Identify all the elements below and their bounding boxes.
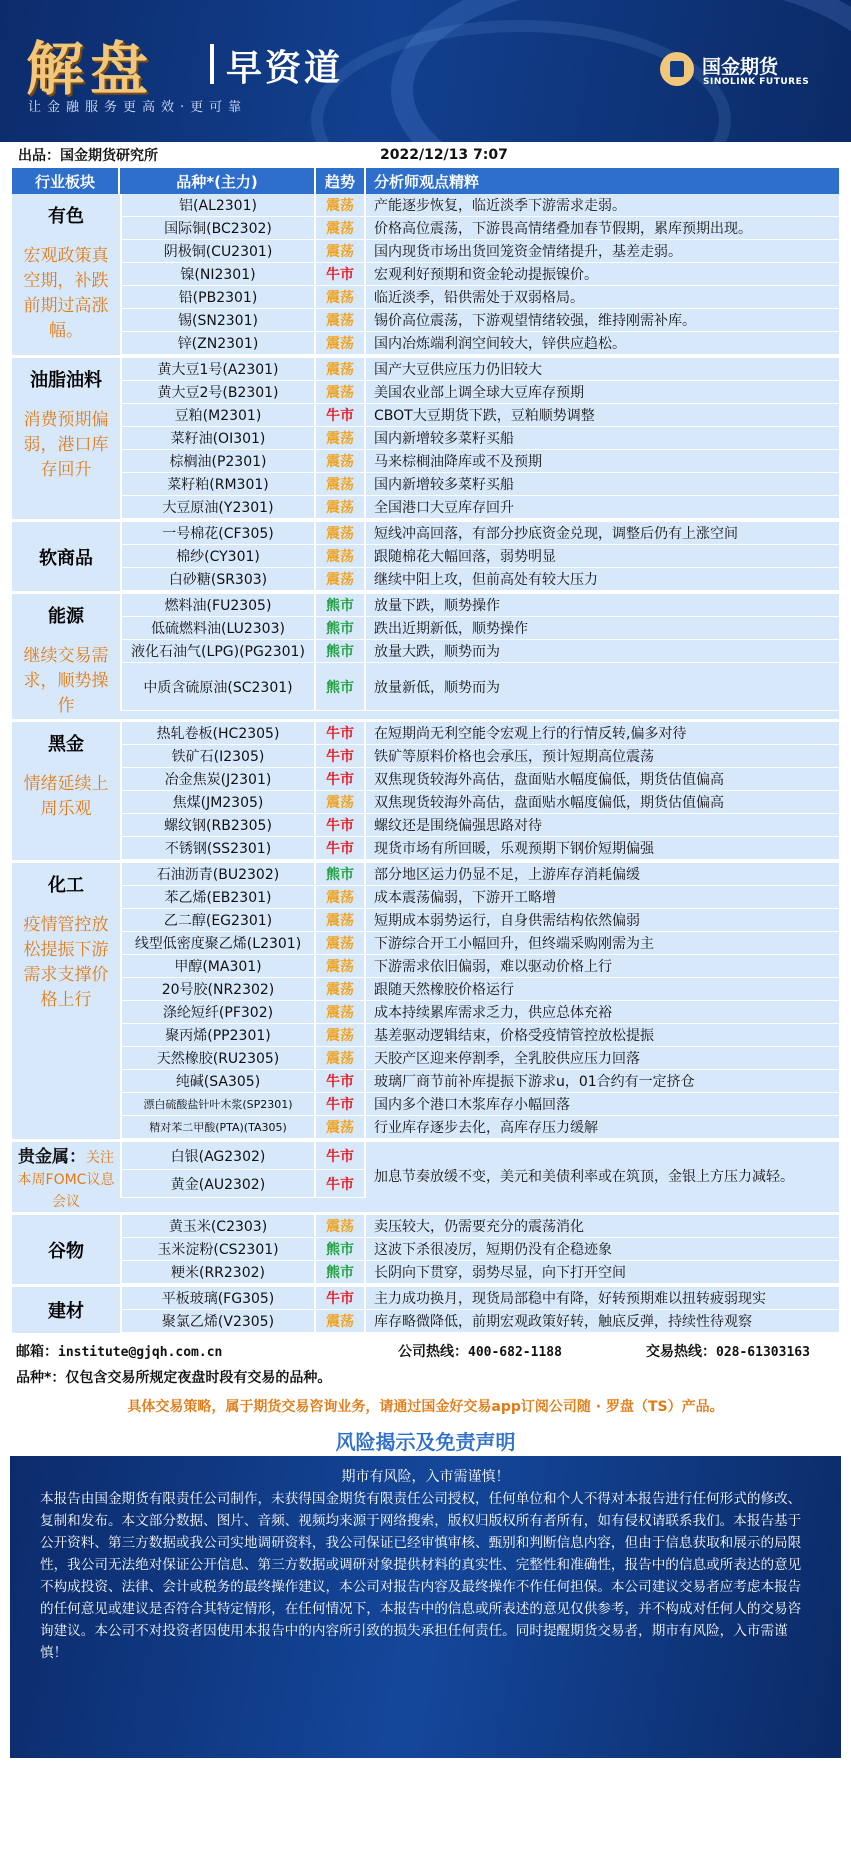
trend-badge: 牛市 — [316, 1170, 366, 1198]
sector-rows — [120, 1215, 839, 1284]
table-row — [120, 1093, 839, 1116]
trade-label: 交易热线： — [646, 1344, 716, 1360]
sector-rows — [120, 863, 839, 1139]
analyst-view: 长阴向下贯穿，弱势尽显，向下打开空间 — [374, 1265, 626, 1281]
analyst-view: 现货市场有所回暖，乐观预期下钢价短期偏强 — [374, 841, 654, 857]
product-name: 国际铜(BC2302) — [120, 217, 316, 239]
analyst-view: 基差驱动逻辑结束，价格受疫情管控放松提振 — [374, 1028, 654, 1044]
slogan: 让金融服务更高效·更可靠 — [28, 100, 248, 115]
product-name: 菜籽油(OI301) — [120, 427, 316, 449]
header-product: 品种*(主力) — [120, 168, 316, 194]
analyst-view: 双焦现货较海外高估，盘面贴水幅度偏低，期货估值偏高 — [374, 795, 724, 811]
product-name: 锡(SN2301) — [120, 309, 316, 331]
table-row — [120, 217, 839, 240]
header-view: 分析师观点精粹 — [374, 172, 480, 191]
trend-badge: 牛市 — [316, 1070, 366, 1092]
trend-badge: 震荡 — [316, 1001, 366, 1023]
product-name: 漂白硫酸盐针叶木浆(SP2301) — [120, 1093, 316, 1115]
trend-badge: 震荡 — [316, 496, 366, 518]
email-block — [16, 1341, 398, 1361]
report-datetime: 2022/12/13 7:07 — [380, 147, 508, 163]
product-name: 热轧卷板(HC2305) — [120, 722, 316, 744]
trend-badge: 震荡 — [316, 1116, 366, 1138]
sector-block — [12, 522, 839, 594]
table-row — [120, 286, 839, 309]
table-row — [120, 404, 839, 427]
report-title-small: 早资道 — [226, 48, 344, 89]
disclaimer-body: 本报告由国金期货有限责任公司制作，未获得国金期货有限责任公司授权，任何单位和个人不得对本报告进行任何形式的修改、复制和发布。本文部分数据、图片、音频、视频均来源于网络搜索，版权归版权所有者所有，如有侵权请联系我们。本报告基于公开资料、第三方数据或我公司实地调研资料，我公司保证已经审慎审核、甄别和判断信息内容，但由于信息获取和展示的局限性，我公司无法绝对保证公开信息、第三方数据或调研对象提供材料的真实性、完整性和准确性，报告中的信息或所表达的意见不构成投资、法律、会计或税务的最终操作建议，本公司对报告内容及最终操作不作任何担保。本公司建议交易者应考虑本报告的任何意见或建议是否符合其特定情形，在任何情况下，本报告中的信息或所表述的意见仅供参考，并不构成对任何人的交易咨询建议。本公司不对投资者因使用本报告中的内容所引致的损失承担任何责任。同时提醒期货交易者，期市有风险，入市需谨慎！ — [40, 1491, 802, 1661]
sector-cell — [12, 722, 120, 860]
trend-badge: 牛市 — [316, 263, 366, 285]
sector-name: 软商品 — [39, 547, 93, 569]
table-row — [120, 568, 839, 591]
trend-badge: 牛市 — [316, 768, 366, 790]
sector-name: 建材 — [48, 1301, 84, 1322]
analyst-view: 价格高位震荡，下游畏高情绪叠加春节假期，累库预期出现。 — [374, 221, 752, 237]
table-row — [120, 955, 839, 978]
company-logo-icon — [660, 52, 694, 86]
sector-block — [12, 1215, 839, 1287]
product-name: 螺纹钢(RB2305) — [120, 814, 316, 836]
table-row — [120, 358, 839, 381]
analyst-view: 跟随棉花大幅回落，弱势明显 — [374, 549, 556, 565]
trend-badge: 震荡 — [316, 309, 366, 331]
sector-note: 继续交易需求，顺势操作 — [23, 646, 109, 716]
table-row — [120, 617, 839, 640]
analyst-view: 继续中阳上攻，但前高处有较大压力 — [374, 572, 598, 588]
analyst-view: 成本震荡偏弱，下游开工略增 — [374, 890, 556, 906]
trend-badge: 震荡 — [316, 545, 366, 567]
table-row — [120, 1215, 839, 1238]
sector-note: 消费预期偏弱，港口库存回升 — [23, 410, 109, 480]
analyst-view: 在短期尚无利空能令宏观上行的行情反转,偏多对待 — [374, 726, 687, 742]
product-name: 聚丙烯(PP2301) — [120, 1024, 316, 1046]
table-row — [120, 1116, 839, 1139]
table-row — [120, 1287, 839, 1310]
table-row — [120, 594, 839, 617]
analyst-view: 卖压较大，仍需要充分的震荡消化 — [374, 1219, 584, 1235]
table-row — [120, 522, 839, 545]
report-info — [0, 142, 851, 168]
trend-badge: 震荡 — [316, 886, 366, 908]
table-row — [120, 309, 839, 332]
header-sector: 行业板块 — [12, 168, 120, 194]
analyst-view: 短期成本弱势运行，自身供需结构依然偏弱 — [374, 913, 640, 929]
analyst-view: 玻璃厂商节前补库提振下游求u，01合约有一定挤仓 — [374, 1074, 695, 1090]
commodity-table — [12, 168, 839, 1336]
product-name: 线型低密度聚乙烯(L2301) — [120, 932, 316, 954]
report-title-big: 解盘 — [26, 35, 155, 103]
product-name: 大豆原油(Y2301) — [120, 496, 316, 518]
trend-badge: 震荡 — [316, 1047, 366, 1069]
table-header — [12, 168, 839, 194]
product-name: 粳米(RR2302) — [120, 1261, 316, 1283]
table-row — [120, 978, 839, 1001]
analyst-view: 国内新增较多菜籽买船 — [374, 477, 514, 493]
email-address: institute@gjqh.com.cn — [58, 1345, 223, 1360]
sector-group — [12, 194, 839, 1142]
analyst-view: 国内新增较多菜籽买船 — [374, 431, 514, 447]
trend-badge: 牛市 — [316, 404, 366, 426]
product-name: 乙二醇(EG2301) — [120, 909, 316, 931]
trend-badge: 震荡 — [316, 909, 366, 931]
product-name: 黄大豆2号(B2301) — [120, 381, 316, 403]
analyst-view: 部分地区运力仍显不足，上游库存消耗偏缓 — [374, 867, 640, 883]
sector-note: 关注本周FOMC议息会议 — [17, 1150, 115, 1210]
sector-group — [12, 1215, 839, 1336]
trend-badge: 震荡 — [316, 1215, 366, 1237]
table-row — [120, 1310, 839, 1333]
analyst-view: 跌出近期新低，顺势操作 — [374, 621, 528, 637]
trend-badge: 熊市 — [316, 594, 366, 616]
product-name: 苯乙烯(EB2301) — [120, 886, 316, 908]
analyst-view: 国产大豆供应压力仍旧较大 — [374, 362, 542, 378]
product-name: 低硫燃料油(LU2303) — [120, 617, 316, 639]
product-name: 棉纱(CY301) — [120, 545, 316, 567]
product-name: 镍(NI2301) — [120, 263, 316, 285]
trend-badge: 熊市 — [316, 1238, 366, 1260]
trend-badge: 震荡 — [316, 473, 366, 495]
analyst-view: 国内多个港口木浆库存小幅回落 — [374, 1097, 570, 1113]
table-row — [120, 663, 839, 711]
sector-note: 情绪延续上周乐观 — [23, 774, 109, 819]
email-label: 邮箱： — [16, 1344, 58, 1360]
product-name: 甲醇(MA301) — [120, 955, 316, 977]
product-name: 玉米淀粉(CS2301) — [120, 1238, 316, 1260]
table-row — [120, 1261, 839, 1284]
trend-badge: 震荡 — [316, 381, 366, 403]
trend-badge: 震荡 — [316, 358, 366, 380]
analyst-view: 宏观利好预期和资金轮动提振镍价。 — [374, 267, 598, 283]
product-name: 阴极铜(CU2301) — [120, 240, 316, 262]
trend-badge: 震荡 — [316, 978, 366, 1000]
product-name: 黄金(AU2302) — [120, 1170, 316, 1198]
sector-note: 疫情管控放松提振下游需求支撑价格上行 — [23, 915, 109, 1010]
sector-block — [12, 722, 839, 863]
product-name: 黄玉米(C2303) — [120, 1215, 316, 1237]
table-row — [120, 1070, 839, 1093]
product-name: 20号胶(NR2302) — [120, 978, 316, 1000]
analyst-view: CBOT大豆期货下跌，豆粕顺势调整 — [374, 408, 595, 424]
table-row — [120, 909, 839, 932]
trend-badge: 震荡 — [316, 568, 366, 590]
analyst-view: 下游综合开工小幅回升，但终端采购刚需为主 — [374, 936, 654, 952]
table-row — [120, 932, 839, 955]
trend-badge: 震荡 — [316, 240, 366, 262]
company-name-cn: 国金期货 — [702, 56, 779, 78]
product-name: 铝(AL2301) — [120, 194, 316, 216]
trend-badge: 震荡 — [316, 522, 366, 544]
table-row — [120, 745, 839, 768]
trend-badge: 震荡 — [316, 332, 366, 354]
trend-badge: 震荡 — [316, 1310, 366, 1332]
disclaimer-heading: 期市有风险，入市需谨慎！ — [341, 1469, 510, 1485]
product-name: 白砂糖(SR303) — [120, 568, 316, 590]
sector-cell — [12, 1215, 120, 1284]
analyst-view: 放量新低，顺势而为 — [374, 679, 500, 696]
trend-badge: 牛市 — [316, 745, 366, 767]
analyst-view: 下游需求依旧偏弱，难以驱动价格上行 — [374, 959, 612, 975]
strategy-notice: 具体交易策略，属于期货交易咨询业务，请通过国金好交易app订阅公司随 · 罗盘（TS）产品。 — [127, 1399, 724, 1415]
table-row — [120, 332, 839, 355]
table-row — [120, 1024, 839, 1047]
analyst-view: 螺纹还是围绕偏强思路对待 — [374, 818, 542, 834]
sector-block — [12, 1287, 839, 1336]
sector-label — [16, 1142, 116, 1212]
trend-badge: 熊市 — [316, 640, 366, 662]
product-name: 天然橡胶(RU2305) — [120, 1047, 316, 1069]
sector-rows — [120, 1287, 839, 1333]
risk-title: 风险揭示及免责声明 — [335, 1430, 516, 1454]
sector-rows — [120, 594, 839, 719]
analyst-view: 行业库存逐步去化，高库存压力缓解 — [374, 1120, 598, 1136]
product-name: 涤纶短纤(PF302) — [120, 1001, 316, 1023]
product-name: 黄大豆1号(A2301) — [120, 358, 316, 380]
trend-badge: 牛市 — [316, 814, 366, 836]
trend-badge: 震荡 — [316, 194, 366, 216]
sector-name: 有色 — [48, 206, 84, 227]
table-row — [120, 240, 839, 263]
analyst-view: 锡价高位震荡，下游观望情绪较强，维持刚需补库。 — [374, 313, 696, 329]
product-name: 铁矿石(I2305) — [120, 745, 316, 767]
analyst-view: 天胶产区迎来停割季，全乳胶供应压力回落 — [374, 1051, 640, 1067]
table-row — [120, 640, 839, 663]
precious-rows — [120, 1142, 839, 1212]
product-name: 精对苯二甲酸(PTA)(TA305) — [120, 1116, 316, 1138]
precious-trends — [316, 1142, 366, 1212]
trend-badge: 震荡 — [316, 932, 366, 954]
analyst-view: 主力成功换月，现货局部稳中有降，好转预期难以扭转疲弱现实 — [374, 1291, 766, 1307]
trend-badge: 牛市 — [316, 1287, 366, 1309]
trade-number: 028-61303163 — [716, 1345, 810, 1360]
analyst-view: 短线冲高回落，有部分抄底资金兑现，调整后仍有上涨空间 — [374, 526, 738, 542]
sector-note: 宏观政策真空期，补跌前期过高涨幅。 — [23, 246, 109, 341]
product-name: 铅(PB2301) — [120, 286, 316, 308]
product-name: 一号棉花(CF305) — [120, 522, 316, 544]
product-name: 平板玻璃(FG305) — [120, 1287, 316, 1309]
sector-name: 黑金 — [48, 734, 84, 755]
product-name: 锌(ZN2301) — [120, 332, 316, 354]
product-name: 液化石油气(LPG)(PG2301) — [120, 640, 316, 662]
table-row — [120, 768, 839, 791]
sector-name: 谷物 — [48, 1240, 84, 1262]
sector-cell — [12, 522, 120, 591]
title-divider — [210, 44, 214, 84]
analyst-view: 临近淡季，铅供需处于双弱格局。 — [374, 290, 584, 306]
sector-cell — [12, 1142, 120, 1212]
sector-cell — [12, 194, 120, 355]
table-row — [120, 194, 839, 217]
table-row — [120, 837, 839, 860]
product-name: 纯碱(SA305) — [120, 1070, 316, 1092]
analyst-view: 国内现货市场出货回笼资金情绪提升，基差走弱。 — [374, 244, 682, 260]
product-name: 菜籽粕(RM301) — [120, 473, 316, 495]
sector-block — [12, 194, 839, 358]
analyst-view: 美国农业部上调全球大豆库存预期 — [374, 385, 584, 401]
table-row — [120, 496, 839, 519]
trade-block — [646, 1341, 810, 1361]
table-row — [120, 545, 839, 568]
analyst-view: 库存略微降低，前期宏观政策好转，触底反弹，持续性待观察 — [374, 1314, 752, 1330]
trend-badge: 震荡 — [316, 217, 366, 239]
trend-badge: 熊市 — [316, 863, 366, 885]
product-name: 焦煤(JM2305) — [120, 791, 316, 813]
sector-rows — [120, 358, 839, 519]
hotline-number: 400-682-1188 — [468, 1345, 562, 1360]
sector-name: 贵金属： — [18, 1147, 86, 1167]
analyst-view: 马来棕榈油降库或不及预期 — [374, 454, 542, 470]
table-row — [120, 722, 839, 745]
trend-badge: 震荡 — [316, 450, 366, 472]
sector-rows — [120, 722, 839, 860]
disclaimer-box — [10, 1456, 841, 1758]
table-row — [120, 863, 839, 886]
trend-badge: 牛市 — [316, 1093, 366, 1115]
sector-block — [12, 863, 839, 1142]
table-row — [120, 381, 839, 404]
table-row — [120, 1238, 839, 1261]
table-row — [120, 1047, 839, 1070]
table-row — [120, 814, 839, 837]
trend-badge: 牛市 — [316, 837, 366, 859]
product-name: 棕榈油(P2301) — [120, 450, 316, 472]
analyst-view: 放量大跌，顺势而为 — [374, 644, 500, 660]
report-header — [0, 0, 851, 142]
analyst-view: 放量下跌，顺势操作 — [374, 598, 500, 614]
sector-name: 油脂油料 — [30, 370, 102, 391]
table-row — [120, 1001, 839, 1024]
product-name: 燃料油(FU2305) — [120, 594, 316, 616]
product-name: 聚氯乙烯(V2305) — [120, 1310, 316, 1332]
product-name: 中质含硫原油(SC2301) — [120, 663, 316, 710]
product-name: 冶金焦炭(J2301) — [120, 768, 316, 790]
analyst-view: 双焦现货较海外高估，盘面贴水幅度偏低，期货估值偏高 — [374, 772, 724, 788]
table-row — [120, 263, 839, 286]
table-row — [120, 886, 839, 909]
sector-cell — [12, 1287, 120, 1333]
sector-name: 化工 — [48, 875, 84, 896]
table-row — [120, 427, 839, 450]
table-row — [120, 791, 839, 814]
hotline-block — [398, 1341, 646, 1361]
company-name-en: SINOLINK FUTURES — [703, 77, 810, 87]
trend-badge: 震荡 — [316, 955, 366, 977]
contact-bar — [0, 1338, 851, 1364]
product-name: 不锈钢(SS2301) — [120, 837, 316, 859]
header-trend: 趋势 — [316, 168, 366, 194]
analyst-view: 成本持续累库需求乏力，供应总体充裕 — [374, 1005, 612, 1021]
analyst-view: 这波下杀很凌厉，短期仍没有企稳迹象 — [374, 1242, 612, 1258]
analyst-view: 铁矿等原料价格也会承压，预计短期高位震荡 — [374, 749, 654, 765]
sector-name: 能源 — [48, 606, 84, 627]
table-row — [120, 450, 839, 473]
product-footnote: 品种*：仅包含交易所规定夜盘时段有交易的品种。 — [16, 1370, 332, 1386]
product-name: 石油沥青(BU2302) — [120, 863, 316, 885]
hotline-label: 公司热线： — [398, 1344, 468, 1360]
trend-badge: 熊市 — [316, 1261, 366, 1283]
product-name: 豆粕(M2301) — [120, 404, 316, 426]
trend-badge: 震荡 — [316, 286, 366, 308]
analyst-view: 国内冶炼端利润空间较大，锌供应趋松。 — [374, 336, 626, 352]
analyst-view: 加息节奏放缓不变，美元和美债利率或在筑顶，金银上方压力减轻。 — [374, 1169, 794, 1185]
sector-cell — [12, 863, 120, 1139]
trend-badge: 牛市 — [316, 1142, 366, 1170]
sector-rows — [120, 194, 839, 355]
trend-badge: 震荡 — [316, 791, 366, 813]
publisher: 出品：国金期货研究所 — [18, 148, 158, 164]
analyst-view: 全国港口大豆库存回升 — [374, 500, 514, 516]
precious-products — [120, 1142, 316, 1212]
trend-badge: 震荡 — [316, 1024, 366, 1046]
sector-cell — [12, 594, 120, 719]
trend-badge: 熊市 — [316, 617, 366, 639]
trend-badge: 熊市 — [316, 663, 366, 710]
table-row — [120, 473, 839, 496]
trend-badge: 牛市 — [316, 722, 366, 744]
sector-precious-metals — [12, 1142, 839, 1215]
trend-badge: 震荡 — [316, 427, 366, 449]
sector-rows — [120, 522, 839, 591]
analyst-view: 产能逐步恢复，临近淡季下游需求走弱。 — [374, 198, 626, 214]
sector-cell — [12, 358, 120, 519]
product-name: 白银(AG2302) — [120, 1142, 316, 1170]
sector-block — [12, 358, 839, 522]
sector-block — [12, 594, 839, 722]
analyst-view: 跟随天然橡胶价格运行 — [374, 982, 514, 998]
